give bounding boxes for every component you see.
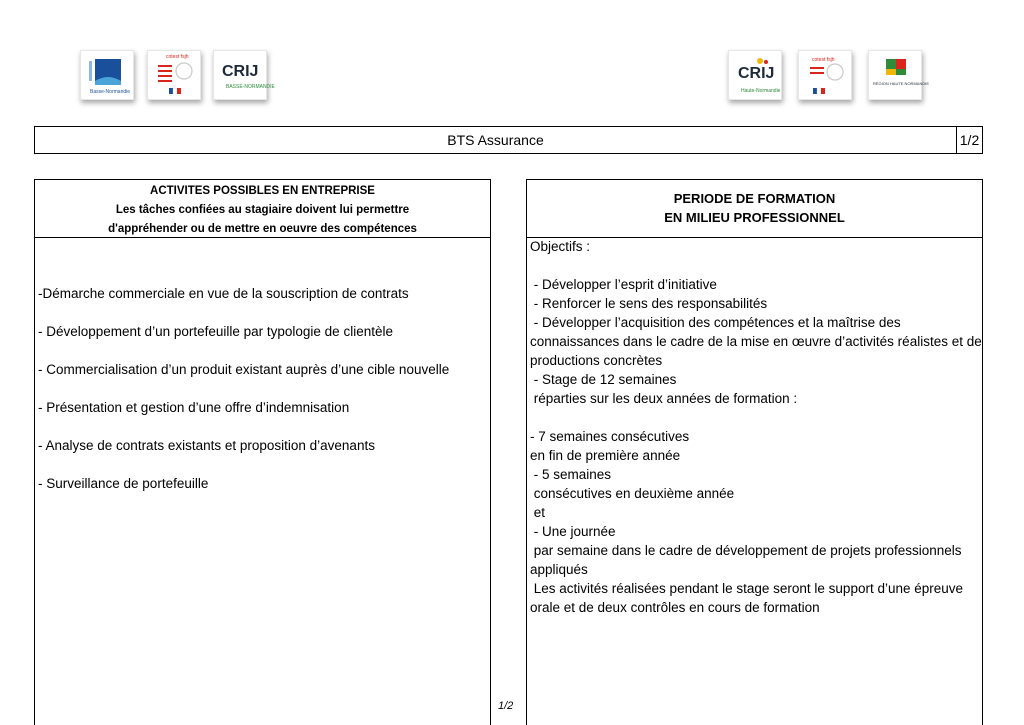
training-period-heading [527,180,982,238]
text-line: et [530,505,546,520]
logo-caption: cotest fsjh [166,54,189,60]
list-item: -Démarche commerciale en vue de la souscription de contrats [38,286,409,301]
training-period-heading-line-1: PERIODE DE FORMATION [673,191,836,206]
crij-haute-normandie-logo [728,50,782,100]
activities-heading [35,180,490,238]
training-period-heading-line-2: EN MILIEU PROFESSIONNEL [664,210,845,225]
training-period-text [530,237,981,617]
crij-basse-normandie-logo [213,50,275,100]
text-line: - 5 semaines [530,467,612,482]
activities-list [38,284,488,512]
document-title-bar [34,126,983,154]
text-line: - Développer l’acquisition des compétences et la maîtrise des [530,315,901,330]
region-haute-normandie-emblem [869,51,923,101]
region-haute-normandie-logo [868,50,930,100]
list-item: - Présentation et gestion d’une offre d’indemnisation [38,400,350,415]
logo-caption: Basse-Normandie [90,89,131,95]
logo-caption: cotest fsjh [812,57,835,63]
activities-heading-line-2: Les tâches confiées au stagiaire doivent lui permettre [115,204,410,216]
list-item: - Commercialisation d’un produit existant auprès d’une cible nouvelle [38,362,450,377]
text-line: - Renforcer le sens des responsabilités [530,296,768,311]
text-line: Objectifs : [530,239,591,254]
text-line: productions concrètes [530,353,663,368]
list-item: - Surveillance de portefeuille [38,476,209,491]
list-item: - Développement d’un portefeuille par typologie de clientèle [38,324,393,339]
activities-heading-line-1: ACTIVITES POSSIBLES EN ENTREPRISE [150,185,375,197]
text-line: - 7 semaines consécutives [530,429,690,444]
text-line: en fin de première année [530,448,681,463]
text-line: - Stage de 12 semaines [530,372,677,387]
list-item: - Analyse de contrats existants et proposition d’avenants [38,438,375,453]
logo-caption: RÉGION HAUTE NORMANDIE [873,81,930,86]
crij-wordmark: CRIJ [738,65,775,82]
text-line: appliqués [530,562,588,577]
text-line: - Une journée [530,524,616,539]
logo-caption: Haute-Normandie [741,88,781,94]
crij-wordmark: CRIJ [222,63,259,80]
text-line: consécutives en deuxième année [530,486,735,501]
text-line [530,408,981,427]
text-line: réparties sur les deux années de formation : [530,391,798,406]
text-line: orale et de deux contrôles en cours de formation [530,600,820,615]
cote-fsjh-logo-2 [798,50,852,100]
activities-panel [34,179,491,725]
header-page-number: 1/2 [956,127,982,153]
region-basse-normandie-logo [80,50,134,100]
text-line: - Développer l’esprit d’initiative [530,277,717,292]
logo-caption: BASSE-NORMANDIE [226,84,275,90]
activities-heading-line-3: d'appréhender ou de mettre en oeuvre des compétences [108,223,417,235]
text-line [530,256,981,275]
document-title: BTS Assurance [447,132,544,148]
text-line: par semaine dans le cadre de développement de projets professionnels [530,543,962,558]
text-line: Les activités réalisées pendant le stage seront le support d’une épreuve [530,581,964,596]
text-line: connaissances dans le cadre de la mise en œuvre d’activités réalistes et de [530,334,982,349]
cote-fsjh-logo [147,50,201,100]
training-period-panel [526,179,983,725]
footer-page-number: 1/2 [498,700,514,712]
